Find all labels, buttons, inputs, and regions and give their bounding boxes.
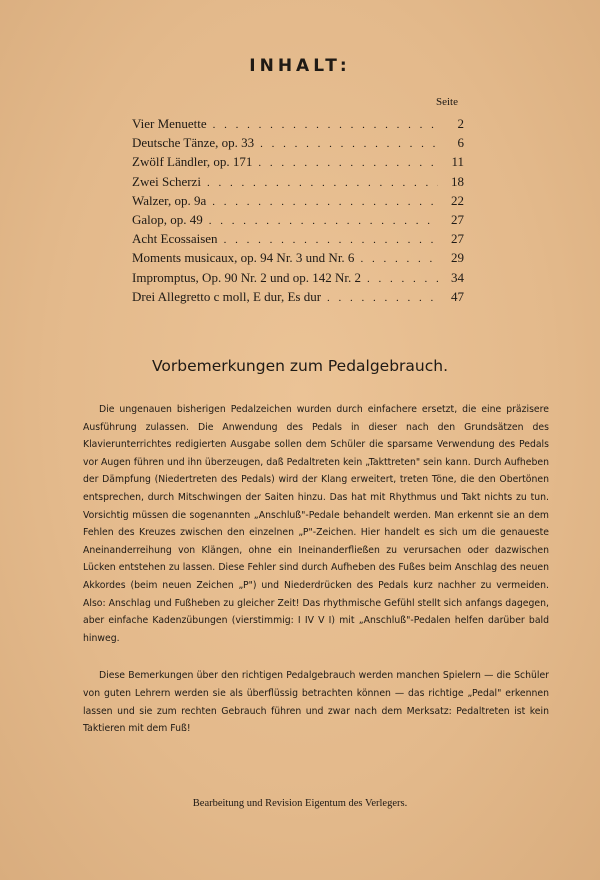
toc-entry-label: Vier Menuette — [132, 116, 207, 131]
table-of-contents — [132, 116, 464, 308]
toc-entry-page: 27 — [451, 231, 464, 247]
toc-entry-label: Drei Allegretto c moll, E dur, Es dur — [132, 288, 322, 304]
toc-entry — [132, 289, 464, 308]
leader-dots — [327, 292, 438, 304]
leader-dots — [213, 119, 438, 131]
body-text — [83, 401, 549, 758]
footer-note: Bearbeitung und Revision Eigentum des Verlegers. — [192, 798, 408, 809]
toc-entry — [132, 154, 464, 173]
toc-entry-label: Zwölf Ländler, op. 171 — [132, 154, 253, 170]
toc-entry — [132, 250, 464, 269]
toc-entry-label: Moments musicaux, op. 94 Nr. 3 und Nr. 6 — [132, 250, 355, 266]
toc-entry-page: 18 — [451, 173, 464, 189]
page-column-label: Seite — [436, 96, 458, 108]
leader-dots — [258, 157, 438, 169]
paragraph: Die ungenauen bisherigen Pedalzeichen wurden durch einfachere ersetzt, die eine präzisere Ausführung zulassen. Die Anwendung des Pedals in dieser nach den Grundsätzen des Klavierunterrichtes redigierten Ausgabe sollen dem Schüler die sparsame Verwendung des Pedals vor Augen führen und ihn überzeugen, daß Pedaltreten kein „Takttreten" sein kann. Durch Aufheben der Dämpfung (Niedertreten des Pedals) wird der Klang erweitert, treten Töne, die den Obertönen entsprechen, durch Mitschwingen der Saiten hinzu. Das hat mit Rhythmus und Takt nichts zu tun. Vorsichtig müssen die sogenannten „Anschluß"-Pedale behandelt werden. Man erkennt sie an dem Fehlen des Kreuzes zwischen den einzelnen „P"-Zeichen. Hier handelt es sich um die genaueste Aneinanderreihung von Klängen, ohne ein Ineinanderfließen zu verursachen oder dazwischen Lücken entstehen zu lassen. Diese Fehler sind durch Aufheben des Fußes beim Anschlag des neuen Akkordes (beim neuen Zeichen „P") und Niederdrücken des Pedals kurz nachher zu vermeiden. Also: Anschlag und Fußheben zu gleicher Zeit! Das rhythmische Gefühl stellt sich anfangs dagegen, aber einfache Kadenzübungen (vierstimmig: I IV V I) mit „Anschluß"-Pedalen helfen darüber bald hinweg. — [83, 404, 549, 644]
toc-entry-page: 11 — [451, 154, 464, 170]
toc-entry — [132, 193, 464, 212]
toc-entry-page: 29 — [451, 250, 464, 266]
leader-dots — [360, 253, 438, 265]
toc-entry — [132, 174, 464, 193]
toc-entry-label: Walzer, op. 9a — [132, 192, 207, 208]
toc-entry-label: Acht Ecossaisen — [132, 231, 218, 247]
toc-entry — [132, 231, 464, 250]
leader-dots — [367, 273, 438, 285]
toc-entry-page: 22 — [451, 192, 464, 208]
toc-entry — [132, 270, 464, 289]
leader-dots — [212, 196, 438, 208]
toc-entry — [132, 212, 464, 231]
toc-entry-label: Zwei Scherzi — [132, 173, 201, 189]
toc-entry-page: 34 — [451, 269, 464, 285]
section-heading: Vorbemerkungen zum Pedalgebrauch. — [151, 357, 449, 375]
toc-entry-page: 47 — [451, 288, 464, 304]
leader-dots — [209, 215, 438, 227]
leader-dots — [207, 177, 438, 189]
toc-entry-page: 27 — [451, 211, 464, 227]
toc-entry — [132, 116, 464, 135]
page-title: INHALT: — [249, 56, 351, 76]
toc-entry — [132, 135, 464, 154]
toc-entry-label: Galop, op. 49 — [132, 211, 203, 227]
toc-entry-label: Deutsche Tänze, op. 33 — [132, 135, 255, 151]
leader-dots — [260, 138, 438, 150]
toc-entry-label: Impromptus, Op. 90 Nr. 2 und op. 142 Nr. 2 — [132, 269, 361, 285]
toc-entry-page: 6 — [457, 135, 464, 151]
leader-dots — [224, 234, 438, 246]
paragraph: Diese Bemerkungen über den richtigen Pedalgebrauch werden manchen Spielern — die Schüler von guten Lehrern werden sie als überflüssig betrachten können — das richtige „Pedal" erkennen lassen und sie zum rechten Gebrauch führen und zwar nach dem Merksatz: Pedaltreten ist kein Taktieren mit dem Fuß! — [83, 670, 549, 735]
toc-entry-page: 2 — [457, 116, 464, 131]
